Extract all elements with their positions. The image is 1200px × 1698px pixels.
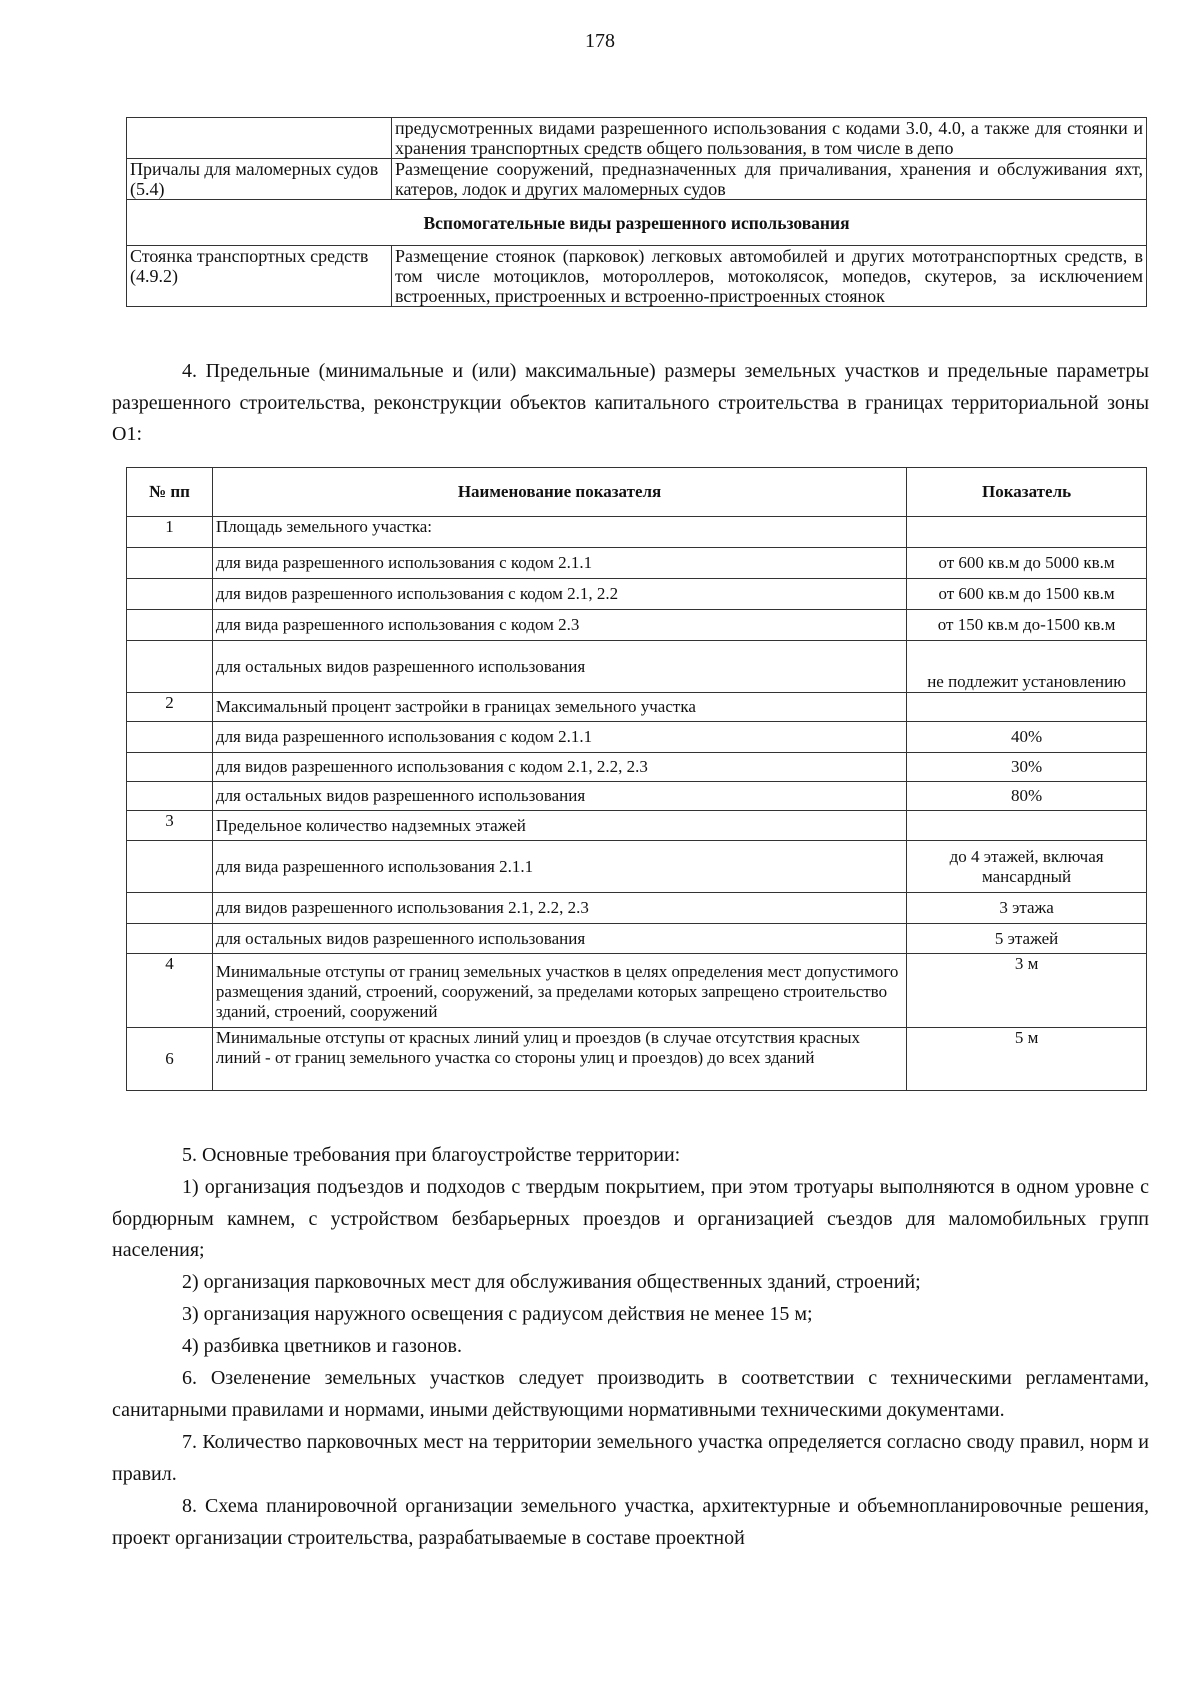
- row-name: для видов разрешенного использования с кодом 2.1, 2.2, 2.3: [212, 753, 906, 782]
- page-number: 178: [585, 30, 615, 52]
- row-value: до 4 этажей, включая мансардный: [907, 841, 1147, 893]
- list-item-4: 4) разбивка цветников и газонов.: [182, 1335, 462, 1357]
- section-header: Вспомогательные виды разрешенного использования: [127, 200, 1147, 246]
- parameters-table: [126, 467, 1147, 1091]
- paragraph-6: 6. Озеленение земельных участков следует производить в соответствии с техническими регламентами, санитарными правилами и нормами, иными действующими нормативными техническими документами.: [112, 1367, 1149, 1421]
- table-header-row: [127, 468, 1147, 517]
- use-name-cell: [127, 118, 392, 159]
- table-row: [127, 782, 1147, 811]
- row-number: [127, 893, 213, 924]
- table-row: [127, 722, 1147, 753]
- table-row: [127, 159, 1147, 200]
- row-name: Минимальные отступы от красных линий улиц и проездов (в случае отсутствия красных линий - от границ земельного участка со стороны улиц и проездов) до всех зданий: [212, 1028, 906, 1091]
- row-number: [127, 641, 213, 693]
- column-header-name: Наименование показателя: [212, 468, 906, 517]
- row-name: для видов разрешенного использования 2.1, 2.2, 2.3: [212, 893, 906, 924]
- row-name: для вида разрешенного использования с кодом 2.1.1: [212, 722, 906, 753]
- paragraph-5: 5. Основные требования при благоустройстве территории:: [182, 1144, 681, 1166]
- permitted-use-table: [126, 117, 1147, 307]
- row-number: [127, 924, 213, 954]
- table-row: [127, 1028, 1147, 1091]
- row-number: 1: [127, 517, 213, 548]
- row-value: не подлежит установлению: [907, 641, 1147, 693]
- section-header-row: [127, 200, 1147, 246]
- list-item-1: 1) организация подъездов и подходов с твердым покрытием, при этом тротуары выполняются в одном уровне с бордюрным камнем, с устройством безбарьерных проездов и организацией съездов для маломобильных групп населения;: [112, 1176, 1149, 1261]
- row-number: [127, 610, 213, 641]
- row-value: от 600 кв.м до 5000 кв.м: [907, 548, 1147, 579]
- row-name: для остальных видов разрешенного использования: [212, 641, 906, 693]
- table-row: [127, 954, 1147, 1028]
- row-value: 5 м: [907, 1028, 1147, 1091]
- row-value: 3 этажа: [907, 893, 1147, 924]
- row-value: 3 м: [907, 954, 1147, 1028]
- row-number: [127, 579, 213, 610]
- row-value: [907, 811, 1147, 841]
- table-row: [127, 753, 1147, 782]
- table-row: [127, 811, 1147, 841]
- table-row: [127, 610, 1147, 641]
- table-row: [127, 517, 1147, 548]
- row-name: Площадь земельного участка:: [212, 517, 906, 548]
- use-description-cell: Размещение стоянок (парковок) легковых автомобилей и других мототранспортных средств, в том числе мотоциклов, мотороллеров, мотоколясок, мопедов, скутеров, за исключением встроенных, пристроенных и встроенно-пристроенных стоянок: [392, 246, 1147, 307]
- table-row: [127, 118, 1147, 159]
- column-header-value: Показатель: [907, 468, 1147, 517]
- row-value: [907, 517, 1147, 548]
- use-name-cell: Причалы для маломерных судов (5.4): [127, 159, 392, 200]
- row-number: 2: [127, 693, 213, 722]
- table-row: [127, 641, 1147, 693]
- use-description-cell: предусмотренных видами разрешенного использования с кодами 3.0, 4.0, а также для стоянки и хранения транспортных средств общего пользования, в том числе в депо: [392, 118, 1147, 159]
- row-name: Минимальные отступы от границ земельных участков в целях определения мест допустимого размещения зданий, строений, сооружений, за пределами которых запрещено строительство зданий, строений, сооружений: [212, 954, 906, 1028]
- table-row: [127, 579, 1147, 610]
- row-value: от 150 кв.м до-1500 кв.м: [907, 610, 1147, 641]
- row-number: [127, 753, 213, 782]
- row-number: [127, 841, 213, 893]
- row-value: [907, 693, 1147, 722]
- table-row: [127, 693, 1147, 722]
- use-description-cell: Размещение сооружений, предназначенных для причаливания, хранения и обслуживания яхт, катеров, лодок и других маломерных судов: [392, 159, 1147, 200]
- table-row: [127, 893, 1147, 924]
- row-name: для остальных видов разрешенного использования: [212, 782, 906, 811]
- row-name: Предельное количество надземных этажей: [212, 811, 906, 841]
- row-value: 30%: [907, 753, 1147, 782]
- paragraph-7: 7. Количество парковочных мест на территории земельного участка определяется согласно своду правил, норм и правил.: [112, 1431, 1149, 1485]
- table-row: [127, 548, 1147, 579]
- row-number: [127, 548, 213, 579]
- row-name: для вида разрешенного использования 2.1.1: [212, 841, 906, 893]
- table-row: [127, 924, 1147, 954]
- table-row: [127, 841, 1147, 893]
- column-header-number: № пп: [127, 468, 213, 517]
- row-value: 40%: [907, 722, 1147, 753]
- use-name-cell: Стоянка транспортных средств (4.9.2): [127, 246, 392, 307]
- row-value: 5 этажей: [907, 924, 1147, 954]
- row-name: Максимальный процент застройки в границах земельного участка: [212, 693, 906, 722]
- row-number: [127, 722, 213, 753]
- row-name: для вида разрешенного использования с кодом 2.1.1: [212, 548, 906, 579]
- paragraph-4: 4. Предельные (минимальные и (или) максимальные) размеры земельных участков и предельные параметры разрешенного строительства, реконструкции объектов капитального строительства в границах территориальной зоны О1:: [112, 360, 1149, 445]
- row-name: для вида разрешенного использования с кодом 2.3: [212, 610, 906, 641]
- row-number: [127, 782, 213, 811]
- row-number: 6: [127, 1028, 213, 1091]
- list-item-3: 3) организация наружного освещения с радиусом действия не менее 15 м;: [182, 1303, 813, 1325]
- row-value: от 600 кв.м до 1500 кв.м: [907, 579, 1147, 610]
- paragraph-8: 8. Схема планировочной организации земельного участка, архитектурные и объемнопланировочные решения, проект организации строительства, разрабатываемые в составе проектной: [112, 1495, 1149, 1549]
- row-value: 80%: [907, 782, 1147, 811]
- row-name: для видов разрешенного использования с кодом 2.1, 2.2: [212, 579, 906, 610]
- row-name: для остальных видов разрешенного использования: [212, 924, 906, 954]
- row-number: 3: [127, 811, 213, 841]
- row-number: 4: [127, 954, 213, 1028]
- list-item-2: 2) организация парковочных мест для обслуживания общественных зданий, строений;: [182, 1271, 921, 1293]
- table-row: [127, 246, 1147, 307]
